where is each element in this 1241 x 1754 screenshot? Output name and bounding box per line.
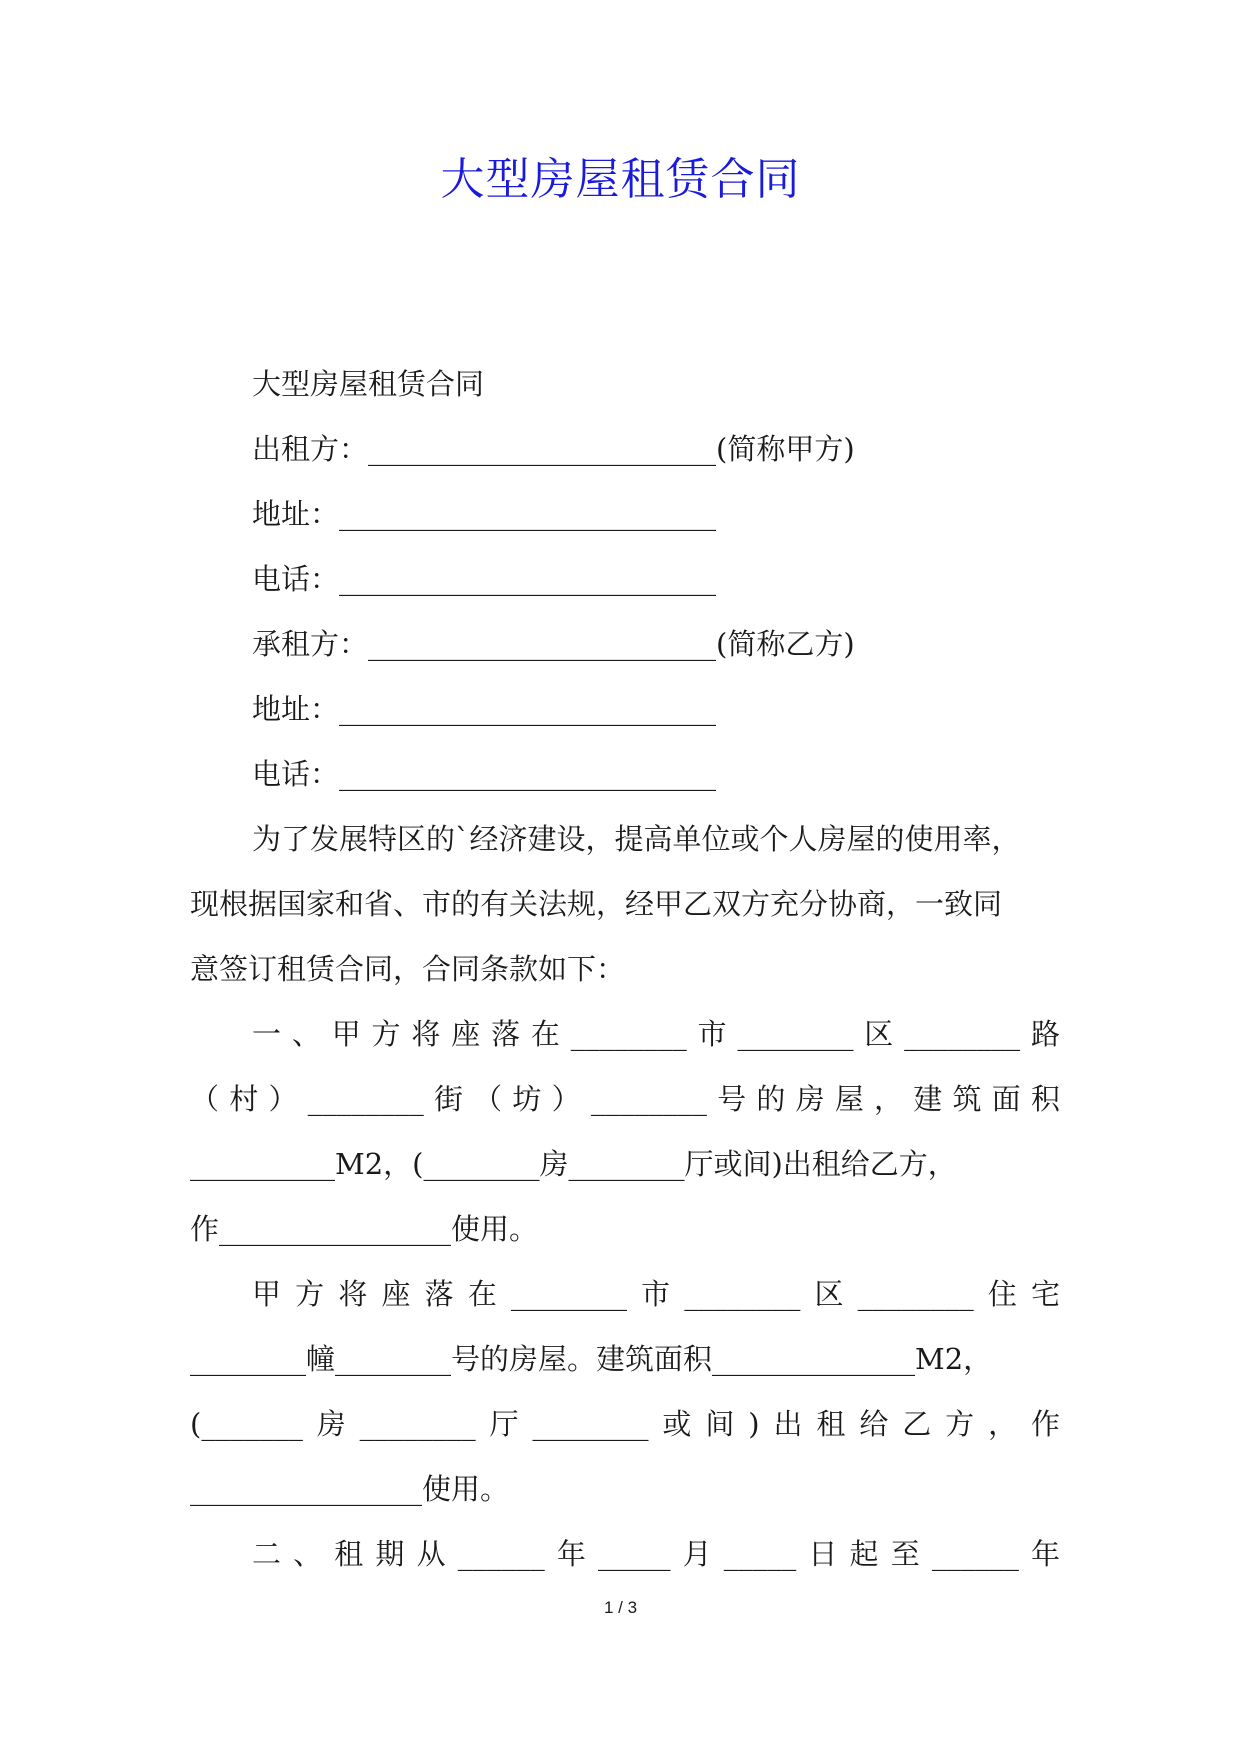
clause-1-line-1: 一、甲方将座落在________市________区________路	[252, 1017, 1060, 1051]
page-indicator: 1 / 3	[603, 1598, 638, 1617]
clause-1b-line-3: (_______房________厅________或间)出租给乙方，作	[190, 1407, 1060, 1441]
clause-2-line-1: 二、租期从______年_____月_____日起至______年	[252, 1537, 1060, 1571]
document-body	[190, 352, 1060, 1587]
lessee-line: 承租方：________________________(简称乙方)	[252, 627, 855, 661]
lessor-line: 出租方：________________________(简称甲方)	[252, 432, 855, 466]
lessor-address-line: 地址：__________________________	[252, 497, 717, 531]
lessee-phone-line: 电话：__________________________	[252, 757, 717, 791]
clause-1-line-4: 作________________使用。	[190, 1212, 539, 1246]
preamble-line-3: 意签订租赁合同，合同条款如下：	[190, 952, 626, 986]
clause-1-line-2: （村）________街（坊）________号的房屋，建筑面积	[190, 1082, 1060, 1116]
lessor-phone-line: 电话：__________________________	[252, 562, 717, 596]
preamble-line-1: 为了发展特区的`经济建设，提高单位或个人房屋的使用率，	[252, 822, 1021, 856]
contract-heading: 大型房屋租赁合同	[252, 367, 485, 401]
lessee-address-line: 地址：__________________________	[252, 692, 717, 726]
clause-1-line-3: __________M2，(________房________厅或间)出租给乙方，	[190, 1147, 957, 1181]
clause-1b-line-1: 甲方将座落在________市________区________住宅	[252, 1277, 1060, 1311]
clause-1b-line-4: ________________使用。	[190, 1472, 510, 1506]
preamble-line-2: 现根据国家和省、市的有关法规，经甲乙双方充分协商，一致同	[190, 887, 1003, 921]
clause-1b-line-2: ________幢________号的房屋。建筑面积______________M2，	[190, 1342, 993, 1376]
document-title: 大型房屋租赁合同	[440, 154, 801, 205]
